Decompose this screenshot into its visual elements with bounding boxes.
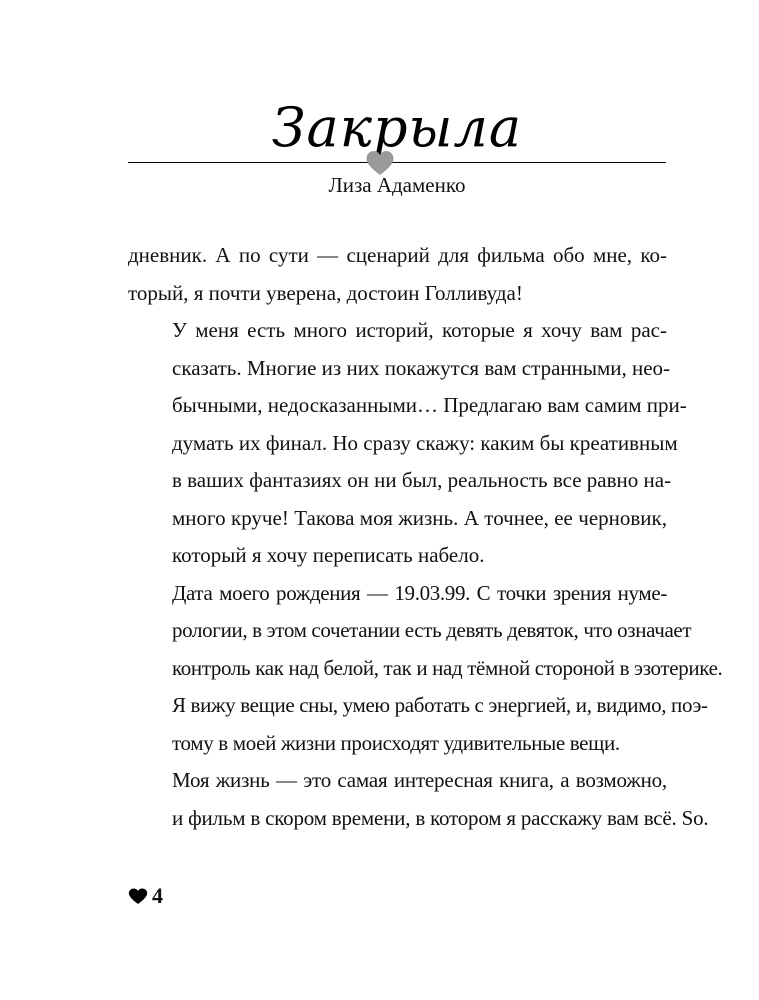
text-line: думать их финал. Но сразу скажу: каким бы креативным bbox=[172, 430, 678, 455]
book-title: Закрыла bbox=[271, 96, 523, 159]
text-line: Я вижу вещие сны, умею работать с энергией, и, видимо, поэ- bbox=[172, 693, 708, 717]
text-line: сказать. Многие из них покажутся вам странными, нео- bbox=[172, 355, 671, 380]
text-line: дневник. А по сути — сценарий для фильма обо мне, ко- bbox=[128, 243, 667, 267]
paragraph bbox=[128, 237, 667, 312]
text-line: и фильм в скором времени, в котором я расскажу вам всё. So. bbox=[172, 805, 709, 830]
text-line: в ваших фантазиях он ни был, реальность все равно на- bbox=[172, 468, 672, 492]
paragraph bbox=[128, 762, 709, 837]
paragraph bbox=[128, 312, 687, 575]
text-line: много круче! Такова моя жизнь. А точнее, ее черновик, bbox=[172, 505, 667, 530]
text-line: торый, я почти уверена, достоин Голливуда! bbox=[128, 280, 523, 305]
text-line: бычными, недосказанными… Предлагаю вам самим при- bbox=[172, 393, 687, 417]
text-line: Моя жизнь — это самая интересная книга, а возможно, bbox=[172, 768, 667, 792]
page-footer bbox=[128, 882, 163, 910]
page-number: 4 bbox=[152, 883, 163, 908]
paragraph bbox=[128, 575, 723, 763]
text-line: Дата моего рождения — 19.03.99. С точки зрения нуме- bbox=[172, 580, 667, 605]
text-line: который я хочу переписать набело. bbox=[172, 543, 485, 567]
text-line: тому в моей жизни происходят удивительные вещи. bbox=[172, 730, 620, 755]
text-line: рологии, в этом сочетании есть девять девяток, что означает bbox=[172, 618, 692, 642]
header-divider bbox=[128, 162, 666, 163]
page-body bbox=[128, 237, 723, 837]
heart-icon bbox=[128, 887, 148, 905]
book-author: Лиза Адаменко bbox=[328, 173, 466, 197]
text-line: У меня есть много историй, которые я хочу вам рас- bbox=[172, 318, 667, 342]
text-line: контроль как над белой, так и над тёмной стороной в эзотерике. bbox=[172, 655, 723, 680]
page-header bbox=[128, 96, 666, 206]
